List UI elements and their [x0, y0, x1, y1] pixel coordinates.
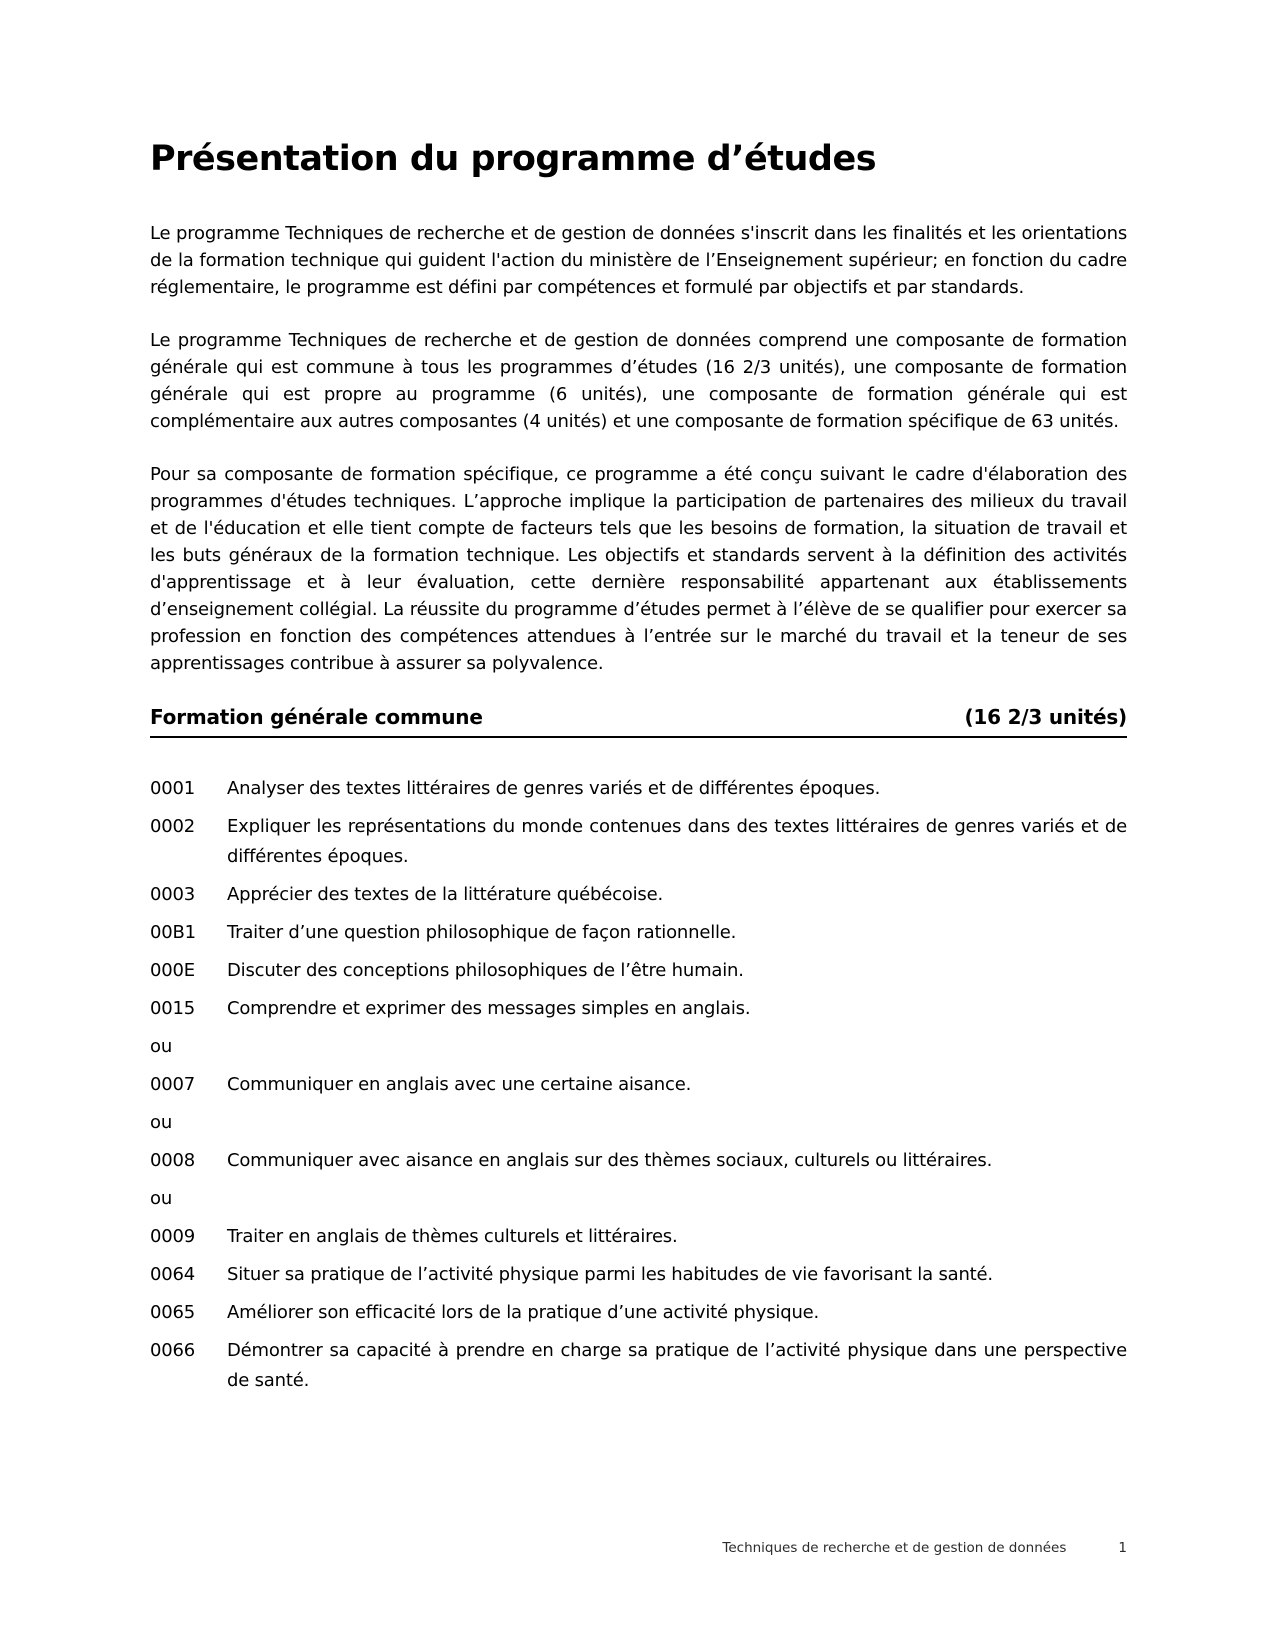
course-code: 00B1 [150, 921, 196, 943]
course-list [150, 774, 1127, 1396]
course-label: Analyser des textes littéraires de genres variés et de différentes époques. [227, 777, 881, 799]
course-row [150, 994, 1127, 1024]
course-code: 0001 [150, 777, 196, 799]
course-row [150, 956, 1127, 986]
course-code: 0009 [150, 1225, 196, 1247]
course-code: 0065 [150, 1301, 196, 1323]
course-row [150, 1336, 1127, 1396]
or-separator: ou [150, 1111, 173, 1133]
course-code: 0003 [150, 883, 196, 905]
course-label: Traiter en anglais de thèmes culturels et littéraires. [227, 1225, 678, 1247]
intro-paragraph-3: Pour sa composante de formation spécifique, ce programme a été conçu suivant le cadre d'élaboration des programmes d'études techniques. L’approche implique la participation de partenaires des milieux du travail et de l'éducation et elle tient compte de facteurs tels que les besoins de formation, la situation de travail et les buts généraux de la formation technique. Les objectifs et standards servent à la définition des activités d'apprentissage et à leur évaluation, cette dernière responsabilité appartenant aux établissements d’enseignement collégial. La réussite du programme d’études permet à l’élève de se qualifier pour exercer sa profession en fonction des compétences attendues à l’entrée sur le marché du travail et la teneur de ses apprentissages contribue à assurer sa polyvalence. [150, 463, 1127, 674]
course-row [150, 1260, 1127, 1290]
course-row [150, 774, 1127, 804]
course-code: 000E [150, 959, 195, 981]
course-code: 0064 [150, 1263, 196, 1285]
or-separator: ou [150, 1035, 173, 1057]
course-row [150, 1146, 1127, 1176]
page-title: Présentation du programme d’études [150, 139, 877, 179]
course-row [150, 1070, 1127, 1100]
course-label: Traiter d’une question philosophique de façon rationnelle. [227, 921, 737, 943]
course-code: 0007 [150, 1073, 196, 1095]
intro-paragraph-1: Le programme Techniques de recherche et de gestion de données s'inscrit dans les finalités et les orientations de la formation technique qui guident l'action du ministère de l’Enseignement supérieur; en fonction du cadre réglementaire, le programme est défini par compétences et formulé par objectifs et par standards. [150, 222, 1127, 298]
footer-page-number: 1 [1118, 1540, 1127, 1556]
course-label: Communiquer avec aisance en anglais sur des thèmes sociaux, culturels ou littéraires. [227, 1149, 993, 1171]
course-row [150, 1222, 1127, 1252]
or-separator: ou [150, 1187, 173, 1209]
course-label: Situer sa pratique de l’activité physique parmi les habitudes de vie favorisant la santé. [227, 1263, 993, 1285]
course-code: 0008 [150, 1149, 196, 1171]
course-row [150, 1298, 1127, 1328]
course-label: Comprendre et exprimer des messages simples en anglais. [227, 997, 751, 1019]
section-units: (16 2/3 unités) [964, 704, 1127, 729]
course-row [150, 812, 1127, 872]
course-code: 0066 [150, 1339, 196, 1361]
course-label: Communiquer en anglais avec une certaine aisance. [227, 1073, 692, 1095]
intro-paragraph-2: Le programme Techniques de recherche et de gestion de données comprend une composante de formation générale qui est commune à tous les programmes d’études (16 2/3 unités), une composante de formation générale qui est propre au programme (6 unités), une composante de formation générale qui est complémentaire aux autres composantes (4 unités) et une composante de formation spécifique de 63 unités. [150, 329, 1127, 432]
page-content [150, 0, 1127, 1404]
section-header [150, 705, 1127, 738]
course-code: 0002 [150, 815, 196, 837]
course-label: Expliquer les représentations du monde contenues dans des textes littéraires de genres variés et de différentes époques. [227, 815, 1127, 867]
course-label: Discuter des conceptions philosophiques de l’être humain. [227, 959, 744, 981]
course-label: Améliorer son efficacité lors de la pratique d’une activité physique. [227, 1301, 820, 1323]
course-label: Apprécier des textes de la littérature québécoise. [227, 883, 663, 905]
footer-document-title: Techniques de recherche et de gestion de données [722, 1540, 1067, 1556]
page-footer [150, 1540, 1127, 1556]
course-row [150, 880, 1127, 910]
course-label: Démontrer sa capacité à prendre en charge sa pratique de l’activité physique dans une perspective de santé. [227, 1339, 1127, 1391]
course-code: 0015 [150, 997, 196, 1019]
section-title: Formation générale commune [150, 704, 483, 729]
course-row [150, 918, 1127, 948]
